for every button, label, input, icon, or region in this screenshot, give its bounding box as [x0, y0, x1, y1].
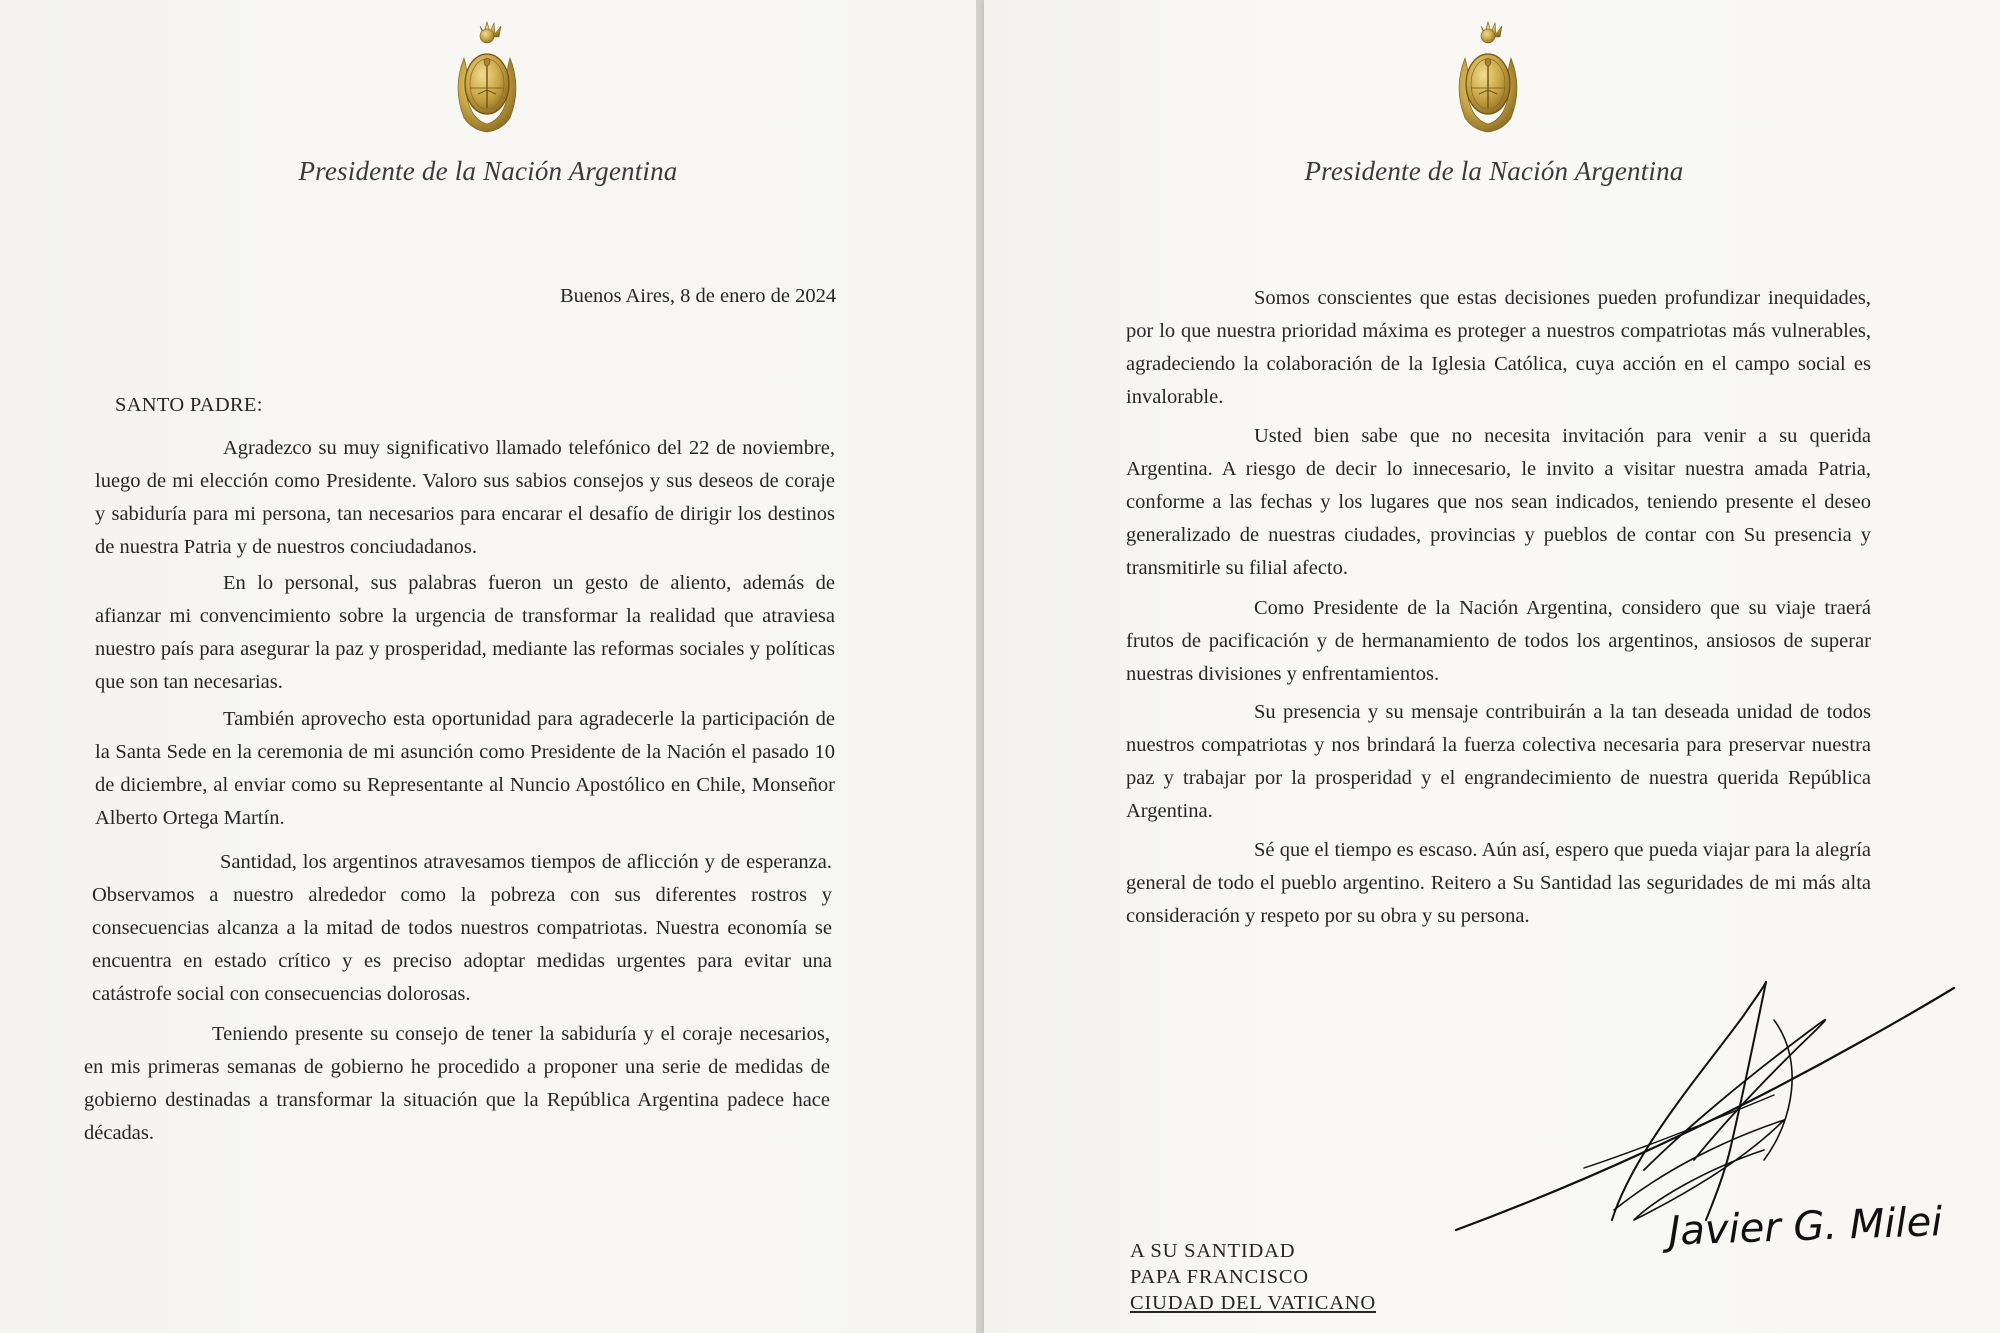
letterhead-title: Presidente de la Nación Argentina [1304, 156, 1684, 186]
letter-page-2 [984, 0, 2000, 1333]
paragraph-1: Agradezco su muy significativo llamado telefónico del 22 de noviembre, luego de mi elección como Presidente. Valoro sus sabios consejos y sus deseos de coraje y sabiduría para mi persona, tan necesarios para encarar el desafío de dirigir los destinos de nuestra Patria y de nuestros conciudadanos. [95, 437, 835, 558]
paragraph-5: Teniendo presente su consejo de tener la sabiduría y el coraje necesarios, en mis primeras semanas de gobierno he procedido a proponer una serie de medidas de gobierno destinadas a transformar la situación que la República Argentina padece hace décadas. [84, 1023, 830, 1144]
paragraph-9: Su presencia y su mensaje contribuirán a la tan deseada unidad de todos nuestros compatriotas y nos brindará la fuerza colectiva necesaria para preservar nuestra paz y trabajar por la prosperidad y el engrandecimiento de nuestra querida República Argentina. [1126, 701, 1871, 822]
paragraph-6: Somos conscientes que estas decisiones pueden profundizar inequidades, por lo que nuestra prioridad máxima es proteger a nuestros compatriotas más vulnerables, agradeciendo la colaboración de la Iglesia Católica, cuya acción en el campo social es invalorable. [1126, 287, 1871, 408]
addressee-block [1130, 1238, 1376, 1316]
paragraph-10: Sé que el tiempo es escaso. Aún así, espero que pueda viajar para la alegría general de todo el pueblo argentino. Reitero a Su Santidad las seguridades de mi más alta consideración y respeto por su obra y su persona. [1126, 839, 1871, 927]
addressee-line-1: A SU SANTIDAD [1130, 1240, 1296, 1262]
paragraph-3: También aprovecho esta oportunidad para agradecerle la participación de la Santa Sede en la ceremonia de mi asunción como Presidente de la Nación el pasado 10 de diciembre, al enviar como su Representante al Nuncio Apostólico en Chile, Monseñor Alberto Ortega Martín. [95, 708, 835, 829]
paragraph-4: Santidad, los argentinos atravesamos tiempos de aflicción y de esperanza. Observamos a nuestro alrededor como la pobreza con sus diferentes rostros y consecuencias alcanza a la mitad de todos nuestros compatriotas. Nuestra economía se encuentra en estado crítico y es preciso adoptar medidas urgentes para evitar una catástrofe social con consecuencias dolorosas. [92, 851, 832, 1005]
paragraph-2: En lo personal, sus palabras fueron un gesto de aliento, además de afianzar mi convencimiento sobre la urgencia de transformar la realidad que atraviesa nuestro país para asegurar la paz y prosperidad, mediante las reformas sociales y políticas que son tan necesarias. [95, 572, 835, 693]
letter-page-1 [0, 0, 976, 1333]
coat-of-arms-seal-icon [442, 18, 532, 138]
coat-of-arms-seal-icon [1443, 18, 1533, 138]
paragraph-7: Usted bien sabe que no necesita invitación para venir a su querida Argentina. A riesgo de decir lo innecesario, le invito a visitar nuestra amada Patria, conforme a las fechas y los lugares que nos sean indicados, teniendo presente el deseo generalizado de nuestras ciudades, provincias y pueblos de contar con Su presencia y transmitirle su filial afecto. [1126, 425, 1871, 579]
page-gutter [976, 0, 984, 1333]
addressee-line-3: CIUDAD DEL VATICANO [1130, 1292, 1377, 1314]
addressee-line-2: PAPA FRANCISCO [1130, 1266, 1309, 1288]
letter-date: Buenos Aires, 8 de enero de 2024 [560, 285, 837, 307]
signature [1444, 920, 1964, 1280]
paragraph-8: Como Presidente de la Nación Argentina, considero que su viaje traerá frutos de pacificación y de hermanamiento de todos los argentinos, ansiosos de superar nuestras divisiones y enfrentamientos. [1126, 597, 1871, 685]
salutation: SANTO PADRE: [115, 394, 263, 416]
signature-name: Javier G. Milei [1667, 1199, 1944, 1255]
letterhead-title: Presidente de la Nación Argentina [298, 156, 678, 186]
